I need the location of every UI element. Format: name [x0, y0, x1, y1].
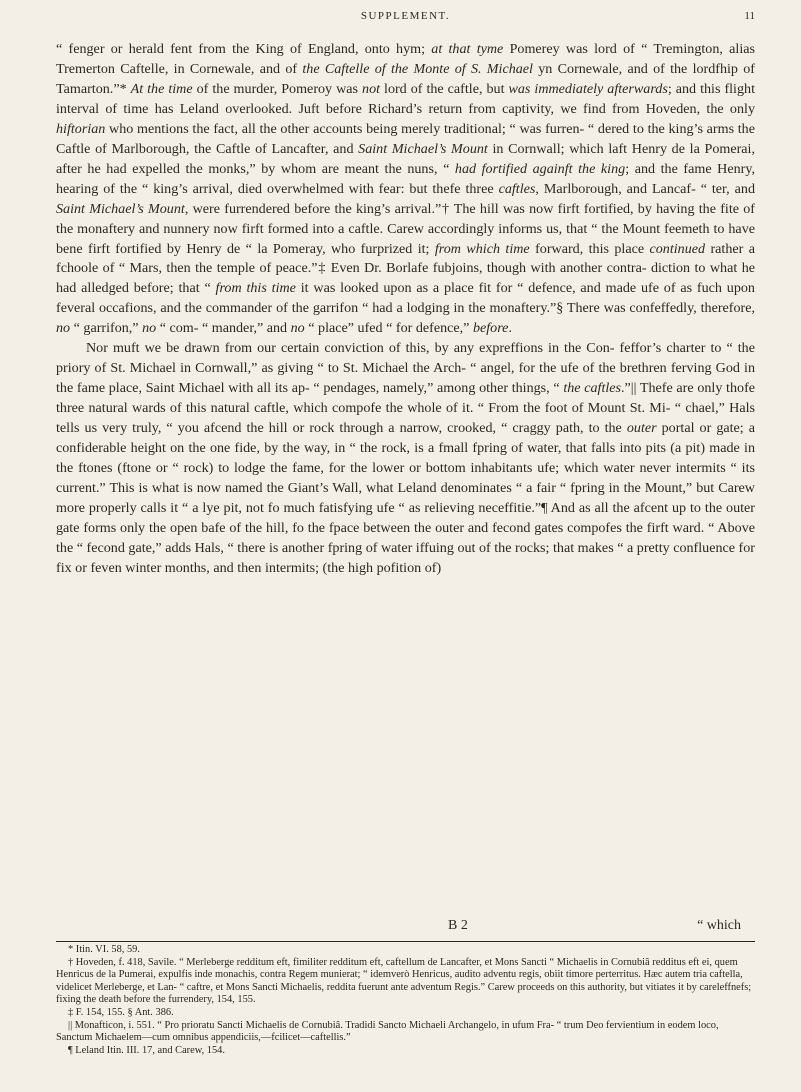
text-run: ; and the fame Henry, hearing of the “ king’s arrival, died overwhelmed with fear: but thefe three: [56, 160, 755, 197]
text-run: of the murder, Pomeroy was: [192, 80, 363, 97]
italic-run: hiftorian: [56, 120, 106, 137]
text-run: portal or gate; a confiderable height on the one fide, by the way, in “ the rock, is a fmall fpring of water, that falls into pits (a pit) made in the ftones (ftone or “ rock) to lodge the fame, for the lower or bottom inhabitants ufe; which water never intermits “ its current.” This is what is now named the Giant’s Wall, what Leland denominates “ a fair “ fpring in the Mount,” but Carew more properly calls it “ a lye pit, not fo much fatisfying ufe “ as relieving neceffitie.”¶ And as all the afcent up to the outer gate forms only the open bafe of the hill, fo the fpace between the outer and fecond gates compofes the firft ward. “ Above the “ fecond gate,” adds Hals, “ there is another fpring of water iffuing out of the rocks; that makes “ a pretty confluence for fix or feven winter months, and then intermits; (the high pofition of): [56, 420, 755, 576]
text-run: in Cornwall; which laft Henry de la Pomerai, after he had expelled the monks,” by whom are meant the nuns, “: [56, 140, 755, 177]
page-number: 11: [744, 10, 755, 22]
text-run: “ com- “ mander,” and: [156, 320, 291, 337]
italic-run: no: [56, 320, 71, 337]
footnote: || Monafticon, i. 551. “ Pro prioratu Sancti Michaelis de Cornubiâ. Tradidi Sancto Michaeli Archangelo, in ufum Fra- “ trum Deo fervientium in eodem loco, Sanctum Michaelem—cum omnibus appendiciis,—fcilicet—caftellis.”: [56, 1019, 719, 1044]
italic-run: no: [290, 320, 305, 337]
catchword: “ which: [697, 918, 741, 933]
italic-run: no: [142, 320, 157, 337]
text-run: it was looked upon as a place fit for “ defence, and made ufe of as fuch upon feveral occafions, and the commander of the garrifon “ had a lodging in the monaftery.”§ There was confeffedly, therefore,: [56, 280, 755, 317]
running-title: SUPPLEMENT.: [360, 10, 451, 22]
footnote-rule: [56, 941, 755, 942]
footnote: ¶ Leland Itin. III. 17, and Carew, 154.: [68, 1044, 225, 1056]
footnote: ‡ F. 154, 155. § Ant. 386.: [68, 1006, 174, 1018]
text-run: , Marlborough, and Lancaf- “ ter, and: [535, 180, 755, 197]
running-header: [56, 10, 755, 30]
text-run: .: [508, 320, 512, 337]
main-text: [56, 40, 755, 579]
italic-run: the Caftelle of the Monte of S. Michael: [302, 60, 533, 77]
signature-mark: B 2: [448, 918, 468, 933]
paragraph: [56, 40, 755, 339]
italic-run: caftles: [498, 180, 536, 197]
italic-run: at that tyme: [431, 41, 504, 57]
italic-run: not: [362, 80, 381, 97]
text-run: Pomerey was lord of “ Tremington, alias Tremerton Caftelle, in Cornewale, and of: [56, 41, 755, 77]
italic-run: At the time: [130, 80, 193, 97]
italic-run: had fortified againft the king: [454, 160, 626, 177]
text-run: who mentions the fact, all the other accounts being merely traditional; “ was furren- “ dered to the king’s arms the Caftle of Marlborough, the Caftle of Lancafter, and: [56, 120, 755, 157]
text-run: .”|| Thefe are only thofe three natural wards of this natural caftle, which compofe the whole of it. “ From the foot of Mount St. Mi- “ chael,” Hals tells us very truly, “ you afcend the hill or rock through a narrow, crooked, “ craggy path, to the: [56, 380, 756, 437]
italic-run: continued: [649, 240, 706, 257]
italic-run: Saint Michael’s Mount: [358, 140, 488, 157]
footnote: † Hoveden, f. 418, Savile. “ Merleberge redditum eft, fimiliter redditum eft, caftellum de Lancafter, et Mons Sancti “ Michaelis in Cornubiâ redditus eft ei, quem Henricus de la Pumerai, expulfis inde monachis, contra Regem munierat; “ idemverò Henricus, audito adventu regis, obiit timore perterritus. Hæc autem tria caftella, videlicet Merleberge, et Lan- “ caftre, et Mons Sancti Michaelis, reddita fuerunt ante adventum Regis.” Carew proceeds on this authority, but vitiates it by careleffnefs; fixing the death before the furrendery, 154, 155.: [56, 956, 752, 1006]
signature-line: [56, 918, 755, 938]
text-run: forward, this place: [529, 240, 650, 257]
italic-run: Saint Michael’s Mount: [56, 200, 185, 217]
italic-run: before: [472, 320, 509, 337]
italic-run: the caftles: [563, 380, 622, 397]
text-run: “ garrifon,”: [70, 320, 143, 337]
footnote: * Itin. VI. 58, 59.: [68, 944, 140, 955]
text-run: “ fenger or herald fent from the King of England, onto hym;: [56, 41, 432, 57]
italic-run: was immediately afterwards: [508, 80, 668, 97]
text-run: lord of the caftle, but: [380, 80, 509, 97]
paragraph: [56, 339, 755, 578]
footnotes: [56, 944, 755, 1057]
italic-run: from this time: [215, 280, 296, 297]
text-run: rather a fchoole of “ Mars, then the temple of peace.”‡ Even Dr. Borlafe fubjoins, though with another contra- diction to what he had alledged before; that “: [56, 240, 755, 297]
text-run: Nor muft we be drawn from our certain conviction of this, by any expreffions in the Con- feffor’s charter to “ the priory of St. Michael in Cornwall,” as giving “ to St. Michael the Arch- “ angel, for the ufe of the brethren ferving God in the fame place, Saint Michael with all its ap- “ pendages, namely,” among other things, “: [56, 340, 755, 397]
text-run: ; and this flight interval of time has Leland overlooked. Juft before Richard’s return from captivity, we find from Hoveden, the only: [56, 80, 755, 117]
text-run: yn Cornewale, and of the lordfhip of Tamarton.”*: [56, 60, 755, 97]
italic-run: outer: [626, 420, 657, 437]
italic-run: from which time: [434, 240, 530, 257]
text-run: , were furrendered before the king’s arrival.”† The hill was now firft fortified, by having the fite of the monaftery and nunnery now firft formed into a caftle. Carew accordingly informs us, that “ the Mount feemeth to have bene firft fortified by Henry de “ la Pomeray, who furprized it;: [56, 200, 755, 257]
text-run: “ place” ufed “ for defence,”: [304, 320, 473, 337]
